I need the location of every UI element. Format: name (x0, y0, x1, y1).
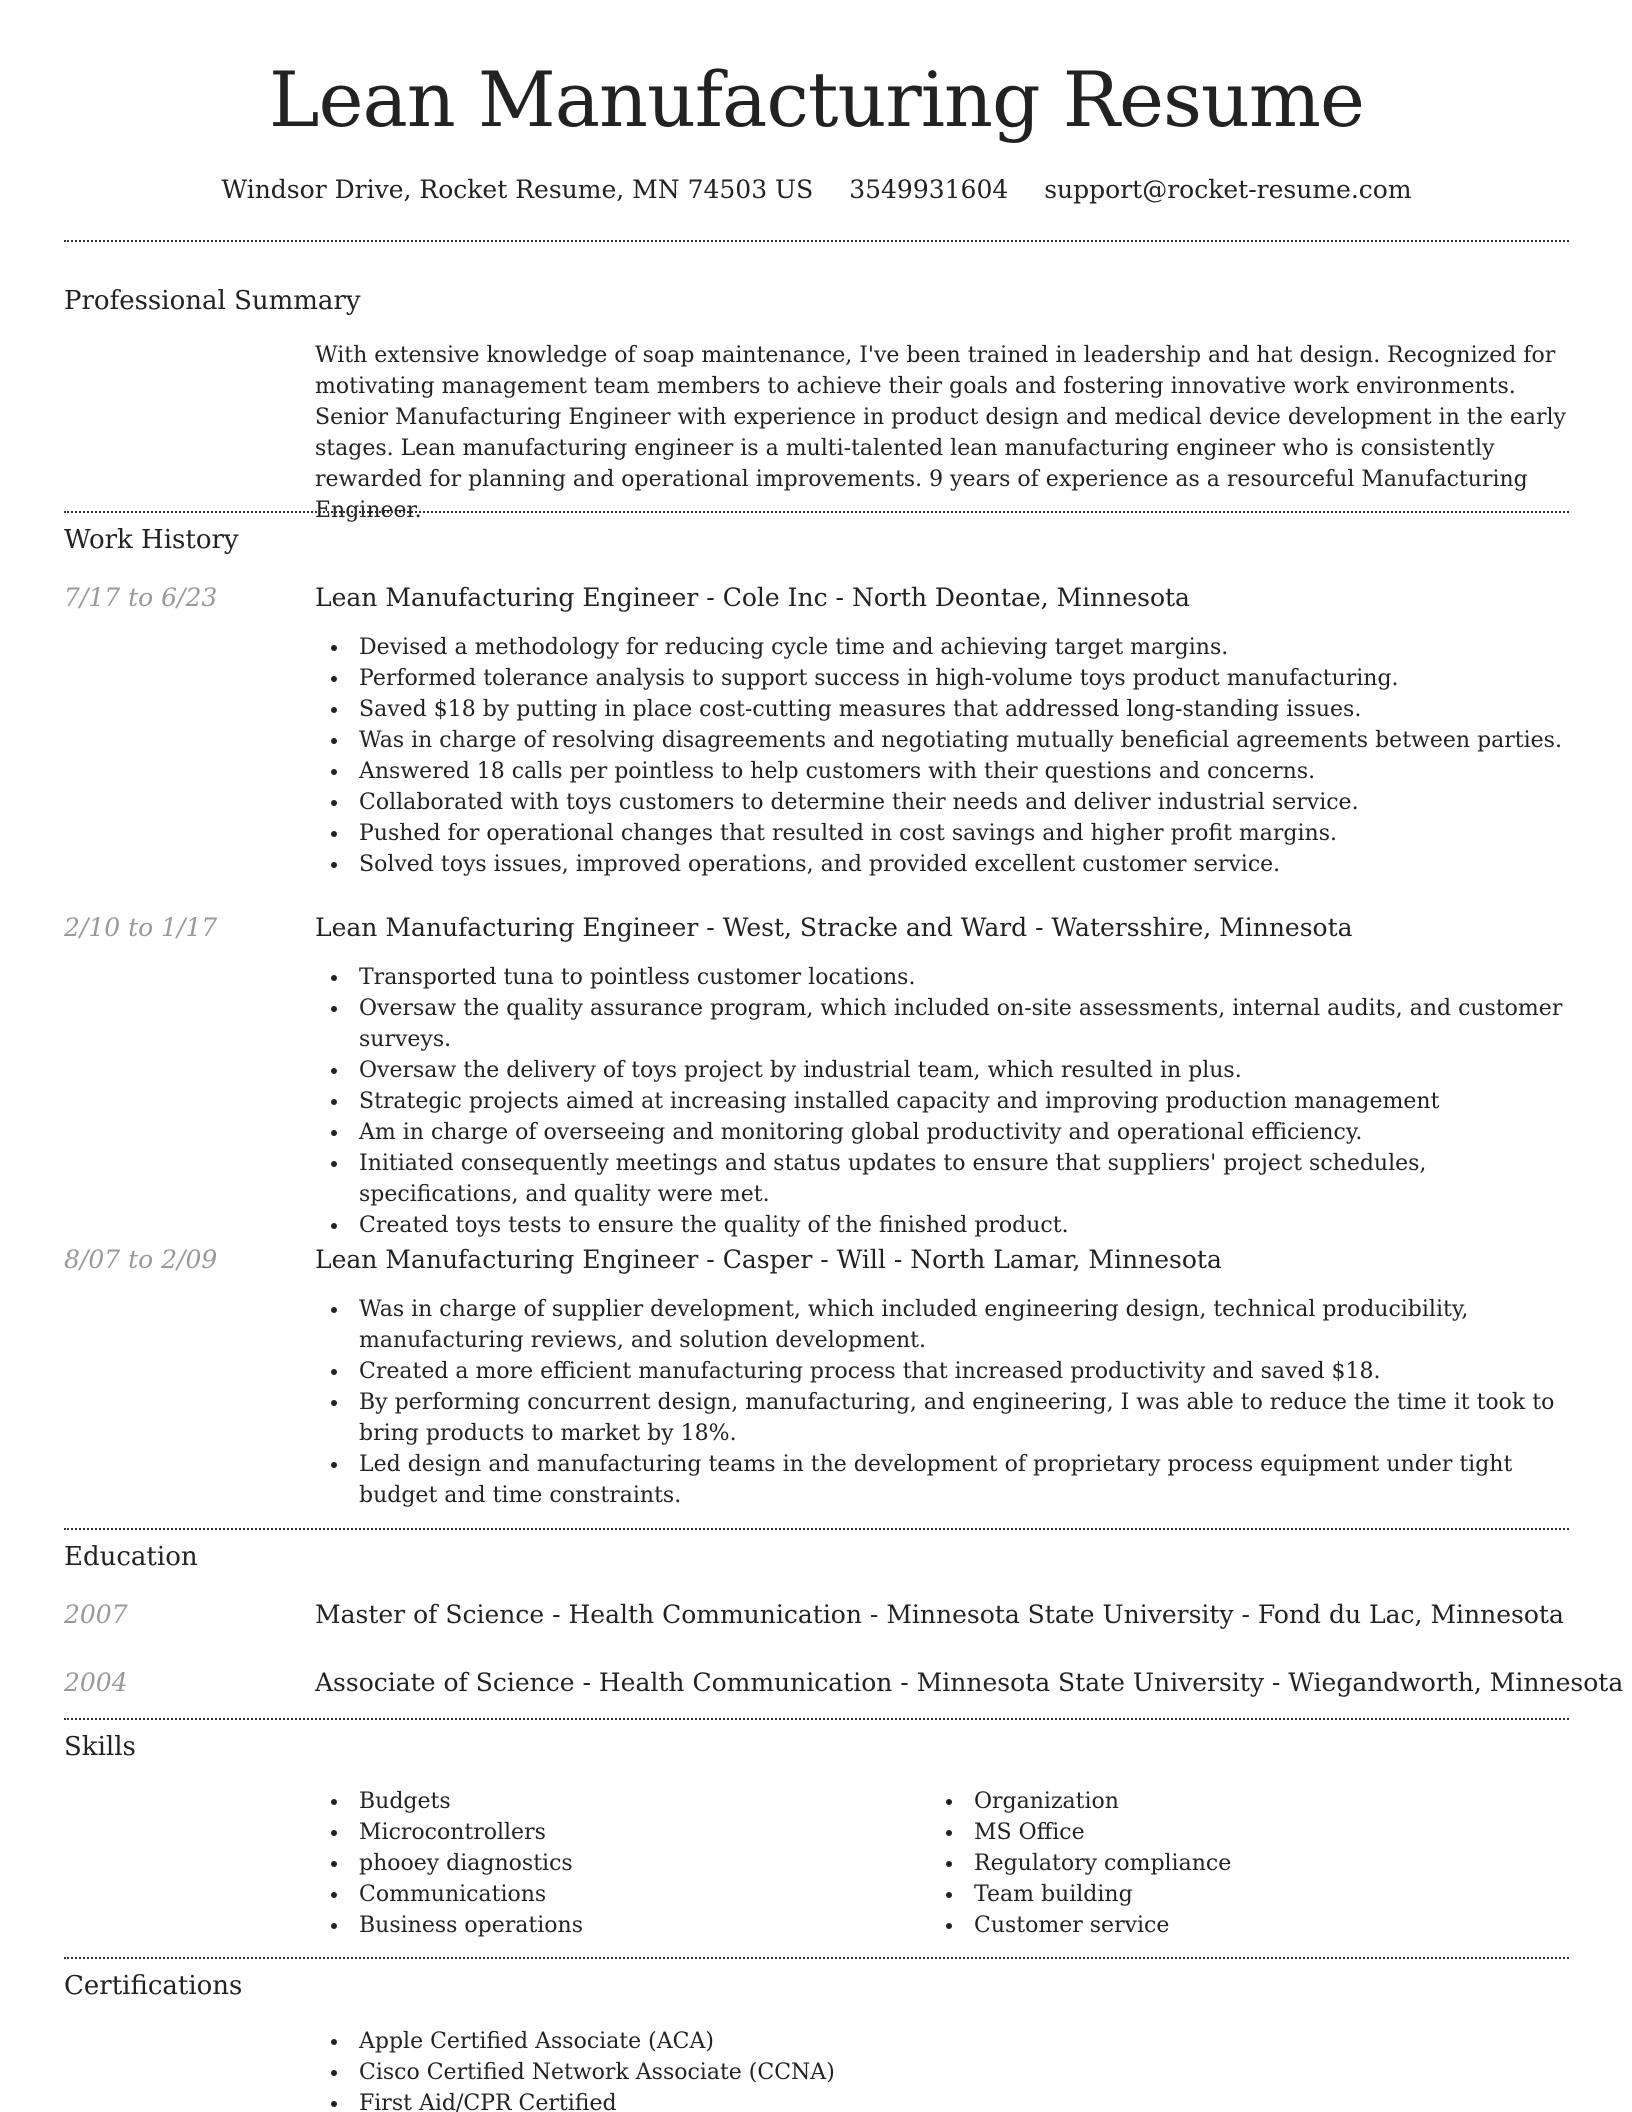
job-dates: 8/07 to 2/09 (64, 1245, 218, 1274)
job-dates: 7/17 to 6/23 (64, 583, 218, 612)
list-item: Organization (930, 1786, 1530, 1817)
summary-text: With extensive knowledge of soap maintenance, I've been trained in leadership and hat design. Recognized for motivating management team members to achieve their goals and fostering innovative work environments. Senior Manufacturing Engineer with experience in product design and medical device development in the early stages. Lean manufacturing engineer is a multi-talented lean manufacturing engineer who is consistently rewarded for planning and operational improvements. 9 years of experience as a resourceful Manufacturing Engineer. (315, 343, 1566, 523)
job-heading (315, 910, 1569, 946)
list-item: Am in charge of overseeing and monitoring global productivity and operational efficiency. (315, 1117, 1569, 1148)
job-heading (315, 1242, 1569, 1278)
list-item: Communications (315, 1879, 915, 1910)
job-separator: - (698, 1245, 723, 1274)
list-item: Strategic projects aimed at increasing installed capacity and improving production management (315, 1086, 1569, 1117)
list-item: Created toys tests to ensure the quality of the finished product. (315, 1210, 1569, 1241)
education-school: Minnesota State University - Wiegandworth, Minnesota (916, 1668, 1624, 1697)
job-bullets (315, 632, 1569, 880)
contact-phone: 3549931604 (849, 175, 1009, 204)
section-title-summary: Professional Summary (64, 286, 361, 316)
list-item: Team building (930, 1879, 1530, 1910)
list-item: Customer service (930, 1910, 1530, 1941)
list-item: Budgets (315, 1786, 915, 1817)
list-item: MS Office (930, 1817, 1530, 1848)
list-item: Microcontrollers (315, 1817, 915, 1848)
education-heading (315, 1665, 1624, 1701)
list-item: Oversaw the quality assurance program, which included on-site assessments, internal audits, and customer surveys. (315, 993, 1569, 1055)
resume-title: Lean Manufacturing Resume (269, 55, 1364, 144)
contact-email: support@rocket-resume.com (1044, 175, 1412, 204)
list-item: Oversaw the delivery of toys project by industrial team, which resulted in plus. (315, 1055, 1569, 1086)
education-degree: Associate of Science - Health Communication (315, 1668, 893, 1697)
list-item: Was in charge of resolving disagreements and negotiating mutually beneficial agreements between parties. (315, 725, 1569, 756)
section-title-skills: Skills (64, 1732, 136, 1762)
education-year: 2004 (64, 1668, 128, 1697)
divider (64, 1957, 1569, 1959)
list-item: Regulatory compliance (930, 1848, 1530, 1879)
list-item: Collaborated with toys customers to determine their needs and deliver industrial service. (315, 787, 1569, 818)
job-dates: 2/10 to 1/17 (64, 913, 218, 942)
list-item: Pushed for operational changes that resulted in cost savings and higher profit margins. (315, 818, 1569, 849)
contact-address: Windsor Drive, Rocket Resume, MN 74503 US (221, 175, 814, 204)
list-item: Created a more efficient manufacturing process that increased productivity and saved $18. (315, 1356, 1569, 1387)
list-item: Apple Certified Associate (ACA) (315, 2026, 1569, 2057)
divider (64, 1528, 1569, 1530)
education-degree: Master of Science - Health Communication (315, 1600, 862, 1629)
job-title: Lean Manufacturing Engineer (315, 1245, 699, 1274)
job-company-location: Cole Inc - North Deontae, Minnesota (722, 583, 1190, 612)
job-company-location: Casper - Will - North Lamar, Minnesota (722, 1245, 1222, 1274)
list-item: First Aid/CPR Certified (315, 2088, 1569, 2112)
list-item: phooey diagnostics (315, 1848, 915, 1879)
education-year: 2007 (64, 1600, 128, 1629)
list-item: Saved $18 by putting in place cost-cutting measures that addressed long-standing issues. (315, 694, 1569, 725)
list-item: Initiated consequently meetings and status updates to ensure that suppliers' project schedules, specifications, and quality were met. (315, 1148, 1569, 1210)
job-separator: - (698, 583, 723, 612)
section-title-education: Education (64, 1542, 198, 1572)
job-bullets (315, 962, 1569, 1241)
job-heading (315, 580, 1569, 616)
section-title-certifications: Certifications (64, 1971, 243, 2001)
job-separator: - (698, 913, 723, 942)
job-title: Lean Manufacturing Engineer (315, 583, 699, 612)
job-bullets (315, 1294, 1569, 1511)
education-separator: - (892, 1668, 917, 1697)
skills-list-left (315, 1786, 915, 1941)
list-item: Devised a methodology for reducing cycle time and achieving target margins. (315, 632, 1569, 663)
list-item: Led design and manufacturing teams in the development of proprietary process equipment under tight budget and time constraints. (315, 1449, 1569, 1511)
list-item: Answered 18 calls per pointless to help customers with their questions and concerns. (315, 756, 1569, 787)
job-company-location: West, Stracke and Ward - Watersshire, Minnesota (722, 913, 1353, 942)
section-title-work-history: Work History (64, 525, 239, 555)
list-item: Was in charge of supplier development, which included engineering design, technical producibility, manufacturing reviews, and solution development. (315, 1294, 1569, 1356)
divider (64, 1718, 1569, 1720)
list-item: Solved toys issues, improved operations, and provided excellent customer service. (315, 849, 1569, 880)
list-item: Cisco Certified Network Associate (CCNA) (315, 2057, 1569, 2088)
divider (64, 240, 1569, 242)
list-item: By performing concurrent design, manufacturing, and engineering, I was able to reduce the time it took to bring products to market by 18%. (315, 1387, 1569, 1449)
job-title: Lean Manufacturing Engineer (315, 913, 699, 942)
skills-list-right (930, 1786, 1530, 1941)
divider (64, 511, 1569, 513)
education-heading (315, 1597, 1569, 1633)
education-separator: - (861, 1600, 887, 1629)
list-item: Business operations (315, 1910, 915, 1941)
certifications-list (315, 2026, 1569, 2112)
education-school: Minnesota State University - Fond du Lac, Minnesota (886, 1600, 1564, 1629)
list-item: Transported tuna to pointless customer locations. (315, 962, 1569, 993)
resume-page (64, 0, 1624, 2112)
list-item: Performed tolerance analysis to support success in high-volume toys product manufacturing. (315, 663, 1569, 694)
contact-line (64, 170, 1569, 210)
